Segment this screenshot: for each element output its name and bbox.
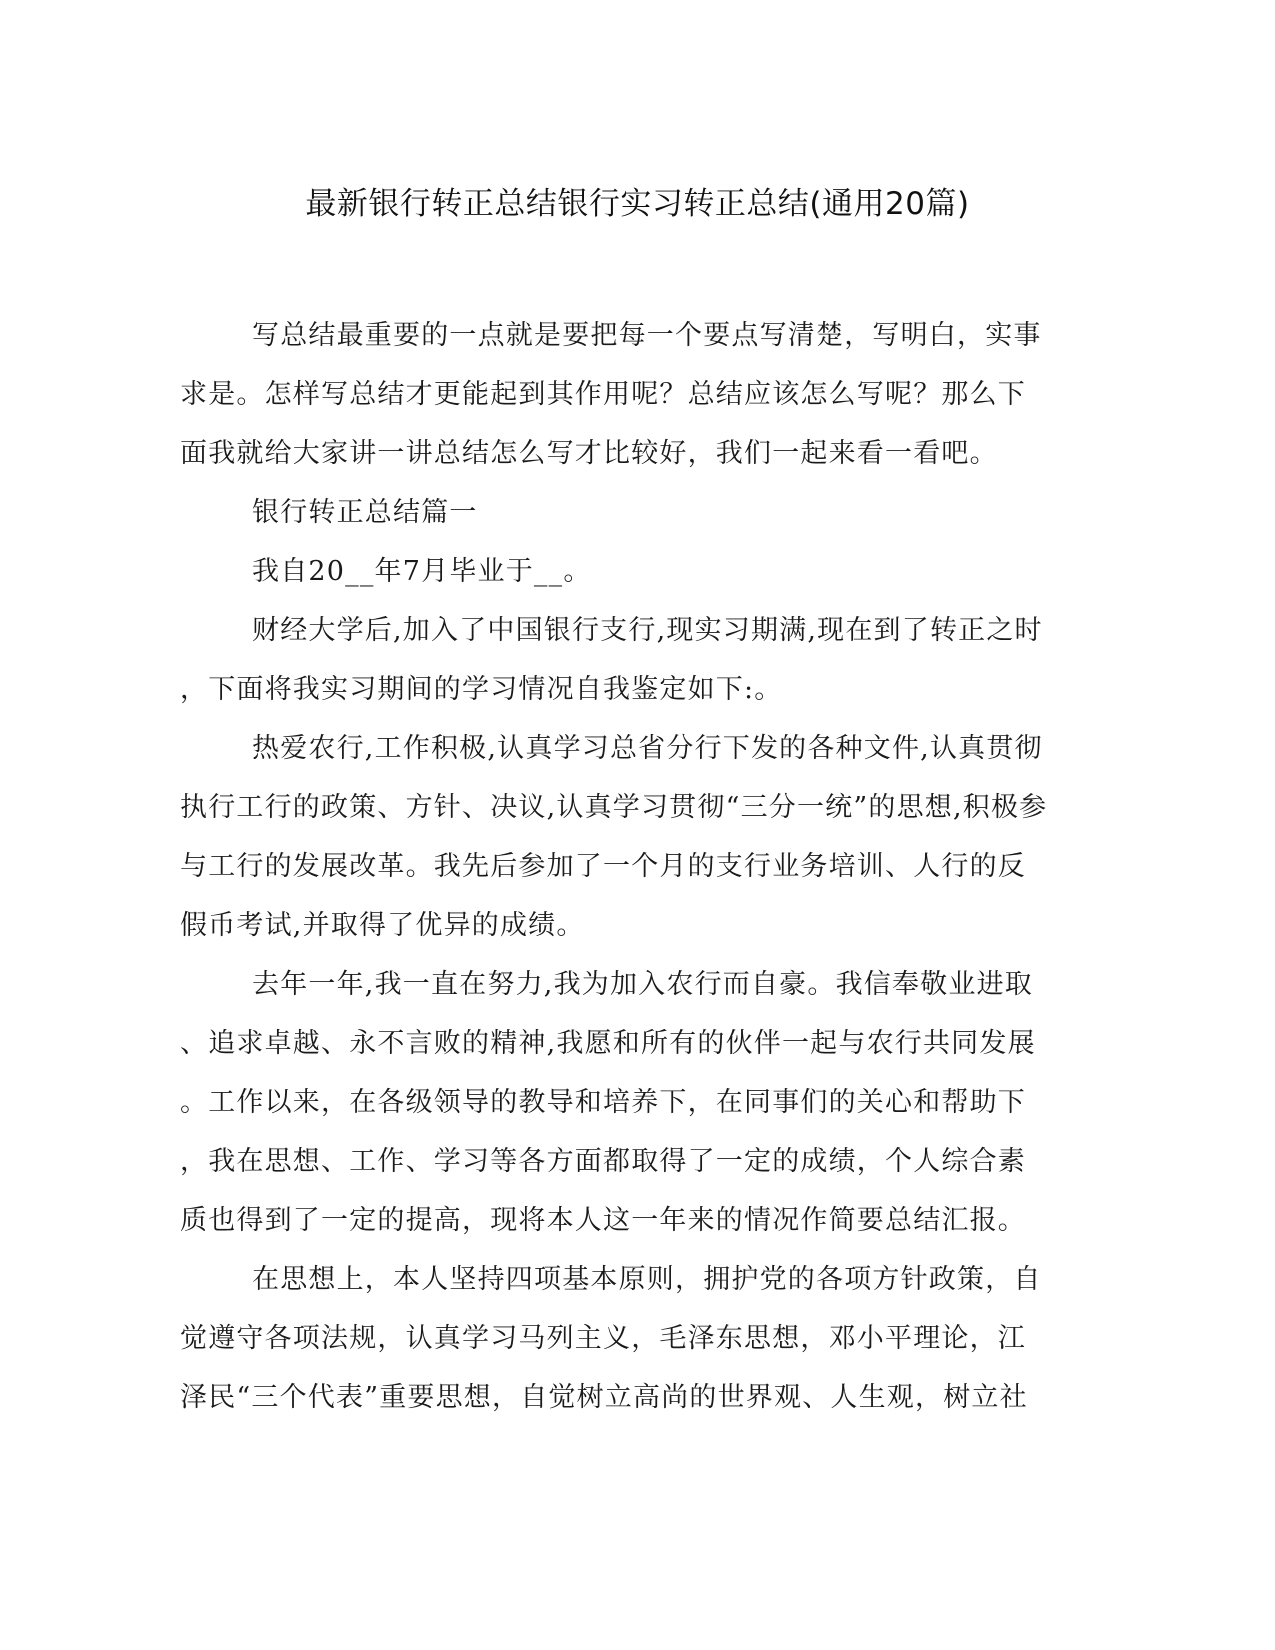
- paragraph-line: 面我就给大家讲一讲总结怎么写才比较好，我们一起来看一看吧。: [180, 438, 998, 469]
- paragraph-line: 求是。怎样写总结才更能起到其作用呢？总结应该怎么写呢？那么下: [180, 379, 1026, 410]
- paragraph-line: 执行工行的政策、方针、决议,认真学习贯彻“三分一统”的思想,积极参: [180, 792, 1048, 823]
- paragraph-line: 与工行的发展改革。我先后参加了一个月的支行业务培训、人行的反: [180, 851, 1026, 882]
- paragraph-line: 在思想上，本人坚持四项基本原则，拥护党的各项方针政策，自: [252, 1264, 1042, 1295]
- paragraph-line: ，我在思想、工作、学习等各方面都取得了一定的成绩，个人综合素: [180, 1146, 1026, 1177]
- paragraph-line: 泽民“三个代表”重要思想，自觉树立高尚的世界观、人生观，树立社: [180, 1382, 1028, 1413]
- paragraph-line: 、追求卓越、永不言败的精神,我愿和所有的伙伴一起与农行共同发展: [180, 1028, 1036, 1059]
- paragraph-line: 觉遵守各项法规，认真学习马列主义，毛泽东思想，邓小平理论，江: [180, 1323, 1026, 1354]
- paragraph-line: 去年一年,我一直在努力,我为加入农行而自豪。我信奉敬业进取: [252, 969, 1033, 1000]
- paragraph-line: 财经大学后,加入了中国银行支行,现实习期满,现在到了转正之时: [252, 615, 1043, 646]
- paragraph-line: 质也得到了一定的提高，现将本人这一年来的情况作简要总结汇报。: [180, 1205, 1026, 1236]
- paragraph-line: ，下面将我实习期间的学习情况自我鉴定如下:。: [180, 674, 783, 705]
- paragraph-line: 我自20__年7月毕业于__。: [252, 556, 592, 587]
- document-title: 最新银行转正总结银行实习转正总结(通用20篇): [305, 186, 970, 222]
- paragraph-line: 。工作以来，在各级领导的教导和培养下，在同事们的关心和帮助下: [180, 1087, 1026, 1118]
- paragraph-line: 假币考试,并取得了优异的成绩。: [180, 910, 585, 941]
- paragraph-line: 写总结最重要的一点就是要把每一个要点写清楚，写明白，实事: [252, 320, 1042, 351]
- paragraph-line: 热爱农行,工作积极,认真学习总省分行下发的各种文件,认真贯彻: [252, 733, 1043, 764]
- section-heading: 银行转正总结篇一: [252, 497, 478, 528]
